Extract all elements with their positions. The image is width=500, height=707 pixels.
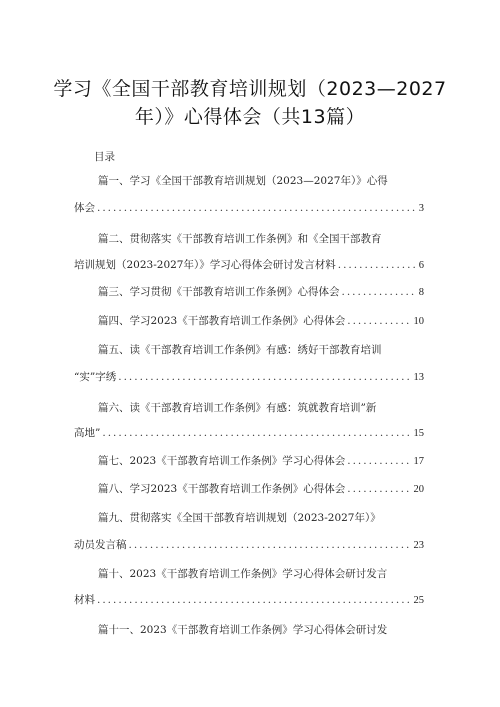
toc-entry-text: 篇八、学习2023《干部教育培训工作条例》心得体会 bbox=[98, 483, 346, 495]
toc-entry-text: 动员发言稿 bbox=[74, 539, 127, 551]
dot-leader bbox=[338, 258, 417, 272]
toc-entry-2-line-1[interactable] bbox=[98, 232, 424, 246]
toc-entry-5-line-2[interactable] bbox=[74, 370, 424, 385]
toc-entry-text: 篇三、学习贯彻《干部教育培训工作条例》心得体会 bbox=[98, 286, 340, 298]
toc-heading: 目录 bbox=[94, 151, 115, 163]
toc-entry-text: 篇七、2023《干部教育培训工作条例》学习心得体会 bbox=[98, 455, 346, 467]
toc-entry-5-line-1[interactable] bbox=[98, 343, 424, 357]
toc-page-number: 17 bbox=[413, 456, 424, 467]
dot-leader bbox=[102, 426, 411, 440]
toc-entry-2-line-2[interactable] bbox=[74, 258, 424, 273]
toc-entry-text: 篇十、2023《干部教育培训工作条例》学习心得体会研讨发言 bbox=[98, 568, 388, 580]
toc-page-number: 8 bbox=[418, 287, 424, 298]
toc-entry-text: “实”字绣 bbox=[74, 371, 117, 383]
dot-leader bbox=[129, 538, 412, 552]
toc-entry-4[interactable] bbox=[98, 314, 424, 329]
toc-entry-text: 篇九、贯彻落实《全国干部教育培训规划（2023-2027年）》 bbox=[98, 512, 381, 524]
toc-entry-1-line-2[interactable] bbox=[74, 201, 424, 216]
toc-entry-1-line-1[interactable] bbox=[98, 174, 424, 188]
toc-entry-9-line-1[interactable] bbox=[98, 511, 424, 525]
document-title-line-2: 年）》心得体会（共13篇） bbox=[134, 106, 366, 128]
toc-entry-text: 篇四、学习2023《干部教育培训工作条例》心得体会 bbox=[98, 315, 346, 327]
toc-page-number: 3 bbox=[418, 203, 424, 214]
toc-entry-text: 高地” bbox=[74, 427, 101, 439]
toc-entry-7[interactable] bbox=[98, 454, 424, 469]
toc-page-number: 6 bbox=[418, 260, 424, 271]
dot-leader bbox=[97, 201, 417, 215]
toc-page-number: 23 bbox=[413, 540, 424, 551]
toc-entry-9-line-2[interactable] bbox=[74, 538, 424, 553]
dot-leader bbox=[347, 314, 411, 328]
toc-entry-text: 篇一、学习《全国干部教育培训规划（2023—2027年）》心得 bbox=[98, 175, 388, 187]
toc-entry-10-line-1[interactable] bbox=[98, 567, 424, 581]
dot-leader bbox=[342, 285, 417, 299]
dot-leader bbox=[347, 454, 411, 468]
toc-entry-text: 篇五、读《干部教育培训工作条例》有感：绣好干部教育培训 bbox=[98, 344, 382, 356]
dot-leader bbox=[347, 482, 411, 496]
toc-entry-10-line-2[interactable] bbox=[74, 593, 424, 608]
dot-leader bbox=[97, 593, 412, 607]
toc-page-number: 15 bbox=[413, 428, 424, 439]
toc-entry-text: 篇六、读《干部教育培训工作条例》有感：筑就教育培训”新 bbox=[98, 402, 377, 414]
toc-entry-text: 篇十一、2023《干部教育培训工作条例》学习心得体会研讨发 bbox=[98, 624, 388, 636]
toc-entry-11-line-1[interactable] bbox=[98, 623, 424, 637]
toc-entry-text: 篇二、贯彻落实《干部教育培训工作条例》和《全国干部教育 bbox=[98, 233, 382, 245]
toc-page-number: 25 bbox=[413, 595, 424, 606]
toc-page-number: 20 bbox=[413, 484, 424, 495]
toc-entry-8[interactable] bbox=[98, 482, 424, 497]
toc-entry-text: 材料 bbox=[74, 594, 95, 606]
dot-leader bbox=[118, 370, 411, 384]
toc-entry-text: 体会 bbox=[74, 202, 95, 214]
toc-entry-3[interactable] bbox=[98, 285, 424, 300]
toc-entry-6-line-2[interactable] bbox=[74, 426, 424, 441]
toc-entry-6-line-1[interactable] bbox=[98, 401, 424, 415]
toc-page-number: 13 bbox=[413, 372, 424, 383]
toc-entry-text: 培训规划（2023-2027年）》学习心得体会研讨发言材料 bbox=[74, 259, 336, 271]
document-title-line-1: 学习《全国干部教育培训规划（2023—2027 bbox=[53, 78, 447, 100]
toc-page-number: 10 bbox=[413, 316, 424, 327]
